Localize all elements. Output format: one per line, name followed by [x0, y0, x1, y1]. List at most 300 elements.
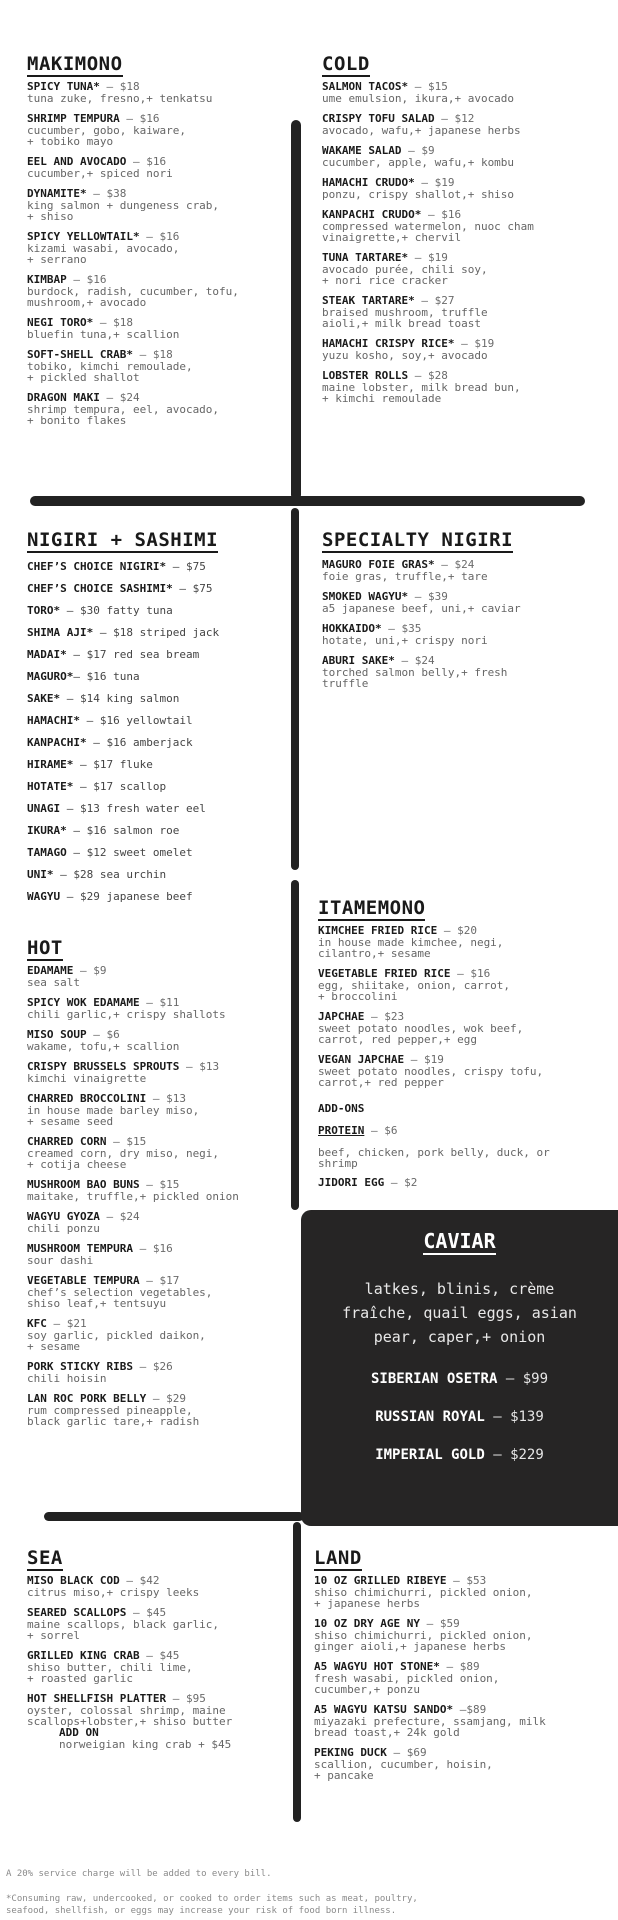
nigiri-item-price: – $30 fatty tuna — [60, 604, 173, 617]
menu-item — [27, 113, 287, 147]
menu-item-price: – $19 — [408, 251, 448, 264]
menu-item-price: – $6 — [86, 1028, 120, 1041]
nigiri-item — [27, 605, 287, 617]
menu-item-name: CRISPY BRUSSELS SPROUTS — [27, 1060, 180, 1073]
menu-item-description: compressed watermelon, nuoc cham — [322, 220, 534, 233]
menu-item-price: – $15 — [106, 1135, 147, 1148]
menu-item — [27, 349, 287, 383]
menu-item-name: 10 OZ GRILLED RIBEYE — [314, 1574, 447, 1587]
menu-item-description: sea salt — [27, 976, 80, 989]
menu-item-name: DYNAMITE* — [27, 187, 87, 200]
menu-item-name: VEGETABLE FRIED RICE — [318, 967, 451, 980]
menu-item-price: – $21 — [46, 1317, 87, 1330]
menu-item-name: KIMCHEE FRIED RICE — [318, 924, 438, 937]
menu-item-description: scallops+lobster,+ shiso butter — [27, 1715, 233, 1728]
sea-addon-label: ADD ON — [59, 1726, 99, 1739]
horizontal-divider-upper — [30, 496, 585, 506]
menu-item-description: a5 japanese beef, uni,+ caviar — [322, 602, 521, 615]
menu-item-description: shiso chimichurri, pickled onion, — [314, 1586, 533, 1599]
menu-item-price: – $16 — [139, 230, 180, 243]
menu-item-description: + pickled shallot — [27, 371, 140, 384]
menu-item-description: soy garlic, pickled daikon, — [27, 1329, 206, 1342]
menu-item-price: – $15 — [408, 80, 448, 93]
menu-item — [314, 1575, 614, 1609]
menu-item-description: ponzu, crispy shallot,+ shiso — [322, 188, 515, 201]
caviar-panel — [301, 1210, 618, 1526]
vertical-divider-bottom — [293, 1522, 301, 1822]
menu-item-description: creamed corn, dry miso, negi, — [27, 1147, 220, 1160]
menu-item-name: CRISPY TOFU SALAD — [322, 112, 435, 125]
menu-item — [27, 1650, 287, 1684]
nigiri-item — [27, 759, 287, 771]
nigiri-item-price: – $16 tuna — [73, 670, 140, 683]
nigiri-item-price: – $17 fluke — [73, 758, 153, 771]
nigiri-item — [27, 737, 287, 749]
caviar-option-name: IMPERIAL GOLD — [375, 1447, 485, 1463]
menu-item-description: avocado purée, chili soy, — [322, 263, 488, 276]
menu-item-description: foie gras, truffle,+ tare — [322, 570, 488, 583]
menu-item-name: HOT SHELLFISH PLATTER — [27, 1692, 167, 1705]
menu-item-description: + pancake — [314, 1769, 374, 1782]
nigiri-item-name: UNAGI — [27, 802, 61, 815]
nigiri-item-name: TAMAGO — [27, 846, 67, 859]
menu-item-description: + japanese herbs — [314, 1597, 420, 1610]
menu-item-name: SEARED SCALLOPS — [27, 1606, 127, 1619]
menu-item-description: citrus miso,+ crispy leeks — [27, 1586, 200, 1599]
menu-item-name: VEGETABLE TEMPURA — [27, 1274, 140, 1287]
menu-item-name: KANPACHI CRUDO* — [322, 208, 422, 221]
menu-item — [314, 1747, 614, 1781]
nigiri-item-name: KANPACHI* — [27, 736, 87, 749]
nigiri-item-name: HOTATE* — [27, 780, 74, 793]
menu-item-price: – $24 — [99, 1210, 140, 1223]
jidori-egg-addon — [318, 1177, 614, 1189]
menu-item-name: EEL AND AVOCADO — [27, 155, 127, 168]
nigiri-item — [27, 693, 287, 705]
menu-item — [27, 274, 287, 308]
menu-item-description: in house made barley miso, — [27, 1104, 200, 1117]
menu-item — [322, 655, 612, 689]
menu-item — [318, 1054, 614, 1088]
menu-item-description: maine scallops, black garlic, — [27, 1618, 220, 1631]
menu-item-name: KIMBAP — [27, 273, 67, 286]
menu-item-price: – $35 — [381, 622, 422, 635]
menu-item-description: burdock, radish, cucumber, tofu, — [27, 285, 239, 298]
menu-item-price: – $18 — [93, 316, 133, 329]
jidori-egg-price: – $2 — [384, 1176, 418, 1189]
menu-item-description: cucumber,+ spiced nori — [27, 167, 173, 180]
menu-item — [27, 1393, 297, 1427]
caviar-option — [301, 1447, 618, 1463]
menu-item-price: – $24 — [434, 558, 475, 571]
menu-item-price: – $16 — [126, 155, 167, 168]
sea-addon-text: norweigian king crab + $45 — [59, 1738, 232, 1751]
menu-item — [27, 1361, 297, 1384]
menu-item-description: mushroom,+ avocado — [27, 296, 147, 309]
itamemono-title: ITAMEMONO — [318, 897, 426, 919]
menu-item-price: – $9 — [73, 964, 107, 977]
nigiri-item-name: HAMACHI* — [27, 714, 80, 727]
menu-item-description: kimchi vinaigrette — [27, 1072, 147, 1085]
nigiri-item — [27, 803, 287, 815]
menu-item-description: carrot,+ red pepper — [318, 1076, 444, 1089]
caviar-option-price: – $139 — [484, 1409, 544, 1425]
menu-item-description: + tobiko mayo — [27, 135, 114, 148]
menu-item-name: MUSHROOM BAO BUNS — [27, 1178, 140, 1191]
menu-item-price: – $13 — [146, 1092, 186, 1105]
menu-item — [27, 1211, 297, 1234]
caviar-option-name: SIBERIAN OSETRA — [370, 1371, 498, 1387]
menu-item — [314, 1704, 614, 1738]
nigiri-item-name: MADAI* — [27, 648, 67, 661]
menu-item-price: – $17 — [139, 1274, 180, 1287]
addons-label: ADD-ONS — [318, 1102, 365, 1115]
menu-item-name: DRAGON MAKI — [27, 391, 100, 404]
menu-item-description: oyster, colossal shrimp, maine — [27, 1704, 226, 1717]
menu-item-description: shrimp tempura, eel, avocado, — [27, 403, 220, 416]
menu-item-description: tobiko, kimchi remoulade, — [27, 360, 193, 373]
nigiri-item — [27, 649, 287, 661]
menu-item — [322, 252, 612, 286]
menu-item-description: wakame, tofu,+ scallion — [27, 1040, 180, 1053]
specialty-nigiri-title: SPECIALTY NIGIRI — [322, 529, 514, 551]
nigiri-item-name: CHEF’S CHOICE SASHIMI* — [27, 582, 173, 595]
menu-item-description: cucumber,+ ponzu — [314, 1683, 420, 1696]
menu-item-description: miyazaki prefecture, ssamjang, milk — [314, 1715, 546, 1728]
nigiri-item — [27, 583, 287, 595]
menu-item-price: – $29 — [146, 1392, 186, 1405]
menu-item-name: CHARRED BROCCOLINI — [27, 1092, 147, 1105]
nigiri-item — [27, 561, 287, 573]
cold-section — [322, 54, 612, 413]
menu-item-price: – $19 — [404, 1053, 444, 1066]
menu-item-description: maitake, truffle,+ pickled onion — [27, 1190, 239, 1203]
nigiri-item-price: – $18 striped jack — [93, 626, 220, 639]
menu-item-description: + sorrel — [27, 1629, 80, 1642]
menu-item-description: avocado, wafu,+ japanese herbs — [322, 124, 521, 137]
menu-item — [27, 1243, 297, 1266]
menu-item-name: LAN ROC PORK BELLY — [27, 1392, 147, 1405]
menu-item-price: –$89 — [453, 1703, 487, 1716]
menu-item-price: – $45 — [139, 1649, 180, 1662]
menu-item-description: + roasted garlic — [27, 1672, 133, 1685]
menu-item-name: MISO SOUP — [27, 1028, 87, 1041]
horizontal-divider-lower — [44, 1512, 304, 1521]
menu-item-description: torched salmon belly,+ fresh — [322, 666, 508, 679]
menu-item-description: + sesame — [27, 1340, 80, 1353]
nigiri-item-price: – $14 king salmon — [60, 692, 180, 705]
nigiri-item — [27, 869, 287, 881]
sea-section — [27, 1548, 287, 1750]
menu-item-name: LOBSTER ROLLS — [322, 369, 409, 382]
menu-item-price: – $12 — [434, 112, 475, 125]
menu-item-name: A5 WAGYU KATSU SANDO* — [314, 1703, 454, 1716]
menu-item-name: NEGI TORO* — [27, 316, 94, 329]
caviar-desc: latkes, blinis, crème fraîche, quail eggs, asian pear, caper,+ onion — [342, 1280, 577, 1346]
vertical-divider-top — [291, 120, 301, 500]
menu-item-description: egg, shiitake, onion, carrot, — [318, 979, 511, 992]
menu-item-description: braised mushroom, truffle — [322, 306, 488, 319]
nigiri-item-price: – $29 japanese beef — [60, 890, 193, 903]
menu-item-price: – $95 — [166, 1692, 206, 1705]
menu-item-name: HOKKAIDO* — [322, 622, 382, 635]
menu-item-description: kizami wasabi, avocado, — [27, 242, 180, 255]
menu-item-description: shiso butter, chili lime, — [27, 1661, 193, 1674]
menu-item-price: – $45 — [126, 1606, 167, 1619]
land-title: LAND — [314, 1547, 362, 1569]
menu-item-price: – $24 — [394, 654, 435, 667]
nigiri-item-name: SAKE* — [27, 692, 61, 705]
menu-item — [322, 209, 612, 243]
menu-item-description: + cotija cheese — [27, 1158, 127, 1171]
menu-item-description: hotate, uni,+ crispy nori — [322, 634, 488, 647]
menu-item-description: shiso leaf,+ tentsuyu — [27, 1297, 167, 1310]
itamemono-section — [318, 898, 614, 1189]
protein-desc-1: beef, chicken, pork belly, duck, or — [318, 1146, 550, 1159]
menu-item — [322, 370, 612, 404]
nigiri-item-price: – $16 amberjack — [86, 736, 193, 749]
nigiri-item-price: – $16 salmon roe — [66, 824, 180, 837]
sea-title: SEA — [27, 1547, 63, 1569]
caviar-option — [301, 1371, 618, 1387]
nigiri-item-price: – $16 yellowtail — [79, 714, 193, 727]
menu-item-name: A5 WAGYU HOT STONE* — [314, 1660, 440, 1673]
menu-item — [27, 1607, 287, 1641]
menu-item-description: aioli,+ milk bread toast — [322, 317, 481, 330]
nigiri-item — [27, 671, 287, 683]
menu-item-description: bluefin tuna,+ scallion — [27, 328, 180, 341]
menu-item — [322, 338, 612, 361]
menu-item-description: sweet potato noodles, wok beef, — [318, 1022, 524, 1035]
menu-item-name: MUSHROOM TEMPURA — [27, 1242, 133, 1255]
menu-item — [27, 965, 297, 988]
nigiri-item — [27, 715, 287, 727]
menu-item-price: – $20 — [437, 924, 477, 937]
menu-item-description: cilantro,+ sesame — [318, 947, 431, 960]
menu-item — [314, 1618, 614, 1652]
nigiri-item-name: IKURA* — [27, 824, 67, 837]
nigiri-item-name: HIRAME* — [27, 758, 74, 771]
nigiri-sashimi-section — [27, 530, 287, 913]
menu-item-description: chili ponzu — [27, 1222, 100, 1235]
menu-item-description: scallion, cucumber, hoisin, — [314, 1758, 493, 1771]
menu-item-price: – $18 — [132, 348, 173, 361]
menu-item-description: chef’s selection vegetables, — [27, 1286, 213, 1299]
menu-item-description: yuzu kosho, soy,+ avocado — [322, 349, 488, 362]
menu-item — [27, 1093, 297, 1127]
menu-item — [318, 925, 614, 959]
menu-item-name: JAPCHAE — [318, 1010, 365, 1023]
nigiri-item — [27, 781, 287, 793]
menu-item-price: – $18 — [99, 80, 140, 93]
protein-label: PROTEIN — [318, 1124, 365, 1137]
menu-item — [27, 1179, 297, 1202]
menu-item-name: KFC — [27, 1317, 47, 1330]
menu-item — [27, 1061, 297, 1084]
menu-item-description: ume emulsion, ikura,+ avocado — [322, 92, 515, 105]
menu-item — [322, 145, 612, 168]
menu-item-name: PEKING DUCK — [314, 1746, 387, 1759]
menu-item-name: HAMACHI CRUDO* — [322, 176, 415, 189]
menu-item — [27, 188, 287, 222]
specialty-nigiri-section — [322, 530, 612, 698]
nigiri-item — [27, 891, 287, 903]
menu-item-description: in house made kimchee, negi, — [318, 936, 504, 949]
menu-item-price: – $11 — [139, 996, 180, 1009]
menu-item-price: – $38 — [86, 187, 127, 200]
vertical-divider-middle-left — [291, 508, 299, 870]
menu-item-price: – $59 — [419, 1617, 460, 1630]
menu-item-price: – $69 — [386, 1746, 427, 1759]
menu-item-description: cucumber, gobo, kaiware, — [27, 124, 186, 137]
menu-item-price: – $9 — [401, 144, 435, 157]
nigiri-item-price: – $75 — [172, 582, 213, 595]
menu-item-price: – $16 — [421, 208, 462, 221]
menu-item-price: – $19 — [414, 176, 455, 189]
caviar-option-price: – $229 — [484, 1447, 544, 1463]
menu-item-description: + broccolini — [318, 990, 398, 1003]
menu-item-price: – $28 — [408, 369, 448, 382]
menu-item-price: – $26 — [132, 1360, 173, 1373]
jidori-egg-label: JIDORI EGG — [318, 1176, 385, 1189]
menu-item-name: STEAK TARTARE* — [322, 294, 415, 307]
menu-item-description: + kimchi remoulade — [322, 392, 442, 405]
menu-item-description: king salmon + dungeness crab, — [27, 199, 220, 212]
menu-item-name: MISO BLACK COD — [27, 1574, 120, 1587]
menu-item — [27, 1275, 297, 1309]
menu-item — [27, 1575, 287, 1598]
nigiri-item-name: UNI* — [27, 868, 54, 881]
menu-item-price: – $19 — [454, 337, 495, 350]
menu-item-description: truffle — [322, 677, 369, 690]
hot-title: HOT — [27, 937, 63, 959]
protein-price: – $6 — [364, 1124, 398, 1137]
nigiri-item-price: – $17 red sea bream — [66, 648, 200, 661]
menu-item — [27, 392, 287, 426]
menu-item-description: chili garlic,+ crispy shallots — [27, 1008, 226, 1021]
menu-item-description: black garlic tare,+ radish — [27, 1415, 200, 1428]
menu-item-price: – $42 — [119, 1574, 160, 1587]
menu-item-price: – $13 — [179, 1060, 220, 1073]
menu-item-price: – $15 — [139, 1178, 180, 1191]
menu-item-description: + bonito flakes — [27, 414, 127, 427]
menu-item — [322, 591, 612, 614]
menu-item-description: tuna zuke, fresno,+ tenkatsu — [27, 92, 213, 105]
menu-item-price: – $16 — [132, 1242, 173, 1255]
menu-item-name: HAMACHI CRISPY RICE* — [322, 337, 455, 350]
menu-item-name: SHRIMP TEMPURA — [27, 112, 120, 125]
menu-item-price: – $23 — [364, 1010, 405, 1023]
raw-food-warning-1: *Consuming raw, undercooked, or cooked to order items such as meat, poultry, — [6, 1894, 418, 1904]
menu-item — [27, 81, 287, 104]
menu-item-description: ginger aioli,+ japanese herbs — [314, 1640, 507, 1653]
menu-item-price: – $16 — [450, 967, 491, 980]
menu-item-price: – $16 — [66, 273, 107, 286]
menu-item-name: SPICY TUNA* — [27, 80, 100, 93]
nigiri-item-price: – $75 — [166, 560, 206, 573]
caviar-option-name: RUSSIAN ROYAL — [375, 1409, 485, 1425]
menu-item-description: cucumber, apple, wafu,+ kombu — [322, 156, 515, 169]
menu-item — [318, 968, 614, 1002]
menu-item-name: MAGURO FOIE GRAS* — [322, 558, 435, 571]
menu-item — [318, 1011, 614, 1045]
menu-item — [322, 559, 612, 582]
menu-item-name: EDAMAME — [27, 964, 74, 977]
menu-item-name: CHARRED CORN — [27, 1135, 107, 1148]
menu-item-name: PORK STICKY RIBS — [27, 1360, 133, 1373]
menu-item-name: SPICY YELLOWTAIL* — [27, 230, 140, 243]
menu-item — [322, 81, 612, 104]
menu-item — [27, 1318, 297, 1352]
menu-item — [27, 156, 287, 179]
land-section — [314, 1548, 614, 1790]
menu-item — [27, 1029, 297, 1052]
menu-item — [27, 231, 287, 265]
menu-item-description: chili hoisin — [27, 1372, 107, 1385]
menu-item-description: vinaigrette,+ chervil — [322, 231, 462, 244]
caviar-option-price: – $99 — [497, 1371, 548, 1387]
menu-item-price: – $24 — [99, 391, 140, 404]
menu-item-price: – $16 — [119, 112, 160, 125]
caviar-title: CAVIAR — [423, 1229, 496, 1253]
menu-item — [314, 1661, 614, 1695]
menu-item — [322, 623, 612, 646]
menu-item-description: sour dashi — [27, 1254, 94, 1267]
menu-item-name: SALMON TACOS* — [322, 80, 409, 93]
menu-item-description: + shiso — [27, 210, 74, 223]
nigiri-item — [27, 627, 287, 639]
menu-item — [322, 113, 612, 136]
menu-item-name: TUNA TARTARE* — [322, 251, 409, 264]
menu-item — [322, 177, 612, 200]
menu-item-description: bread toast,+ 24k gold — [314, 1726, 460, 1739]
makimono-section — [27, 54, 287, 435]
nigiri-sashimi-title: NIGIRI + SASHIMI — [27, 529, 219, 551]
hot-section — [27, 938, 297, 1436]
menu-item-name: VEGAN JAPCHAE — [318, 1053, 405, 1066]
menu-item-name: GRILLED KING CRAB — [27, 1649, 140, 1662]
menu-item — [322, 295, 612, 329]
nigiri-item-name: WAGYU — [27, 890, 61, 903]
menu-item-description: maine lobster, milk bread bun, — [322, 381, 521, 394]
raw-food-warning-2: seafood, shellfish, or eggs may increase your risk of food born illness. — [6, 1906, 397, 1916]
menu-item-description: fresh wasabi, pickled onion, — [314, 1672, 500, 1685]
protein-addon — [318, 1125, 614, 1137]
menu-item-description: rum compressed pineapple, — [27, 1404, 193, 1417]
menu-item-name: SOFT-SHELL CRAB* — [27, 348, 133, 361]
nigiri-item-price: – $17 scallop — [73, 780, 167, 793]
nigiri-item — [27, 847, 287, 859]
nigiri-item-price: – $28 sea urchin — [53, 868, 167, 881]
nigiri-item-name: TORO* — [27, 604, 61, 617]
menu-item-price: – $53 — [446, 1574, 487, 1587]
menu-item-description: + sesame seed — [27, 1115, 114, 1128]
menu-item — [27, 1693, 287, 1727]
menu-item-name: WAKAME SALAD — [322, 144, 402, 157]
service-charge-note: A 20% service charge will be added to every bill. — [6, 1869, 272, 1879]
nigiri-item-name: CHEF’S CHOICE NIGIRI* — [27, 560, 167, 573]
nigiri-item-name: SHIMA AJI* — [27, 626, 94, 639]
caviar-option — [301, 1409, 618, 1425]
menu-item — [27, 1136, 297, 1170]
menu-item-price: – $39 — [408, 590, 448, 603]
menu-item-name: SPICY WOK EDAMAME — [27, 996, 140, 1009]
nigiri-item-name: MAGURO* — [27, 670, 74, 683]
menu-item — [27, 317, 287, 340]
menu-item-description: shiso chimichurri, pickled onion, — [314, 1629, 533, 1642]
nigiri-item — [27, 825, 287, 837]
menu-item-price: – $89 — [439, 1660, 480, 1673]
